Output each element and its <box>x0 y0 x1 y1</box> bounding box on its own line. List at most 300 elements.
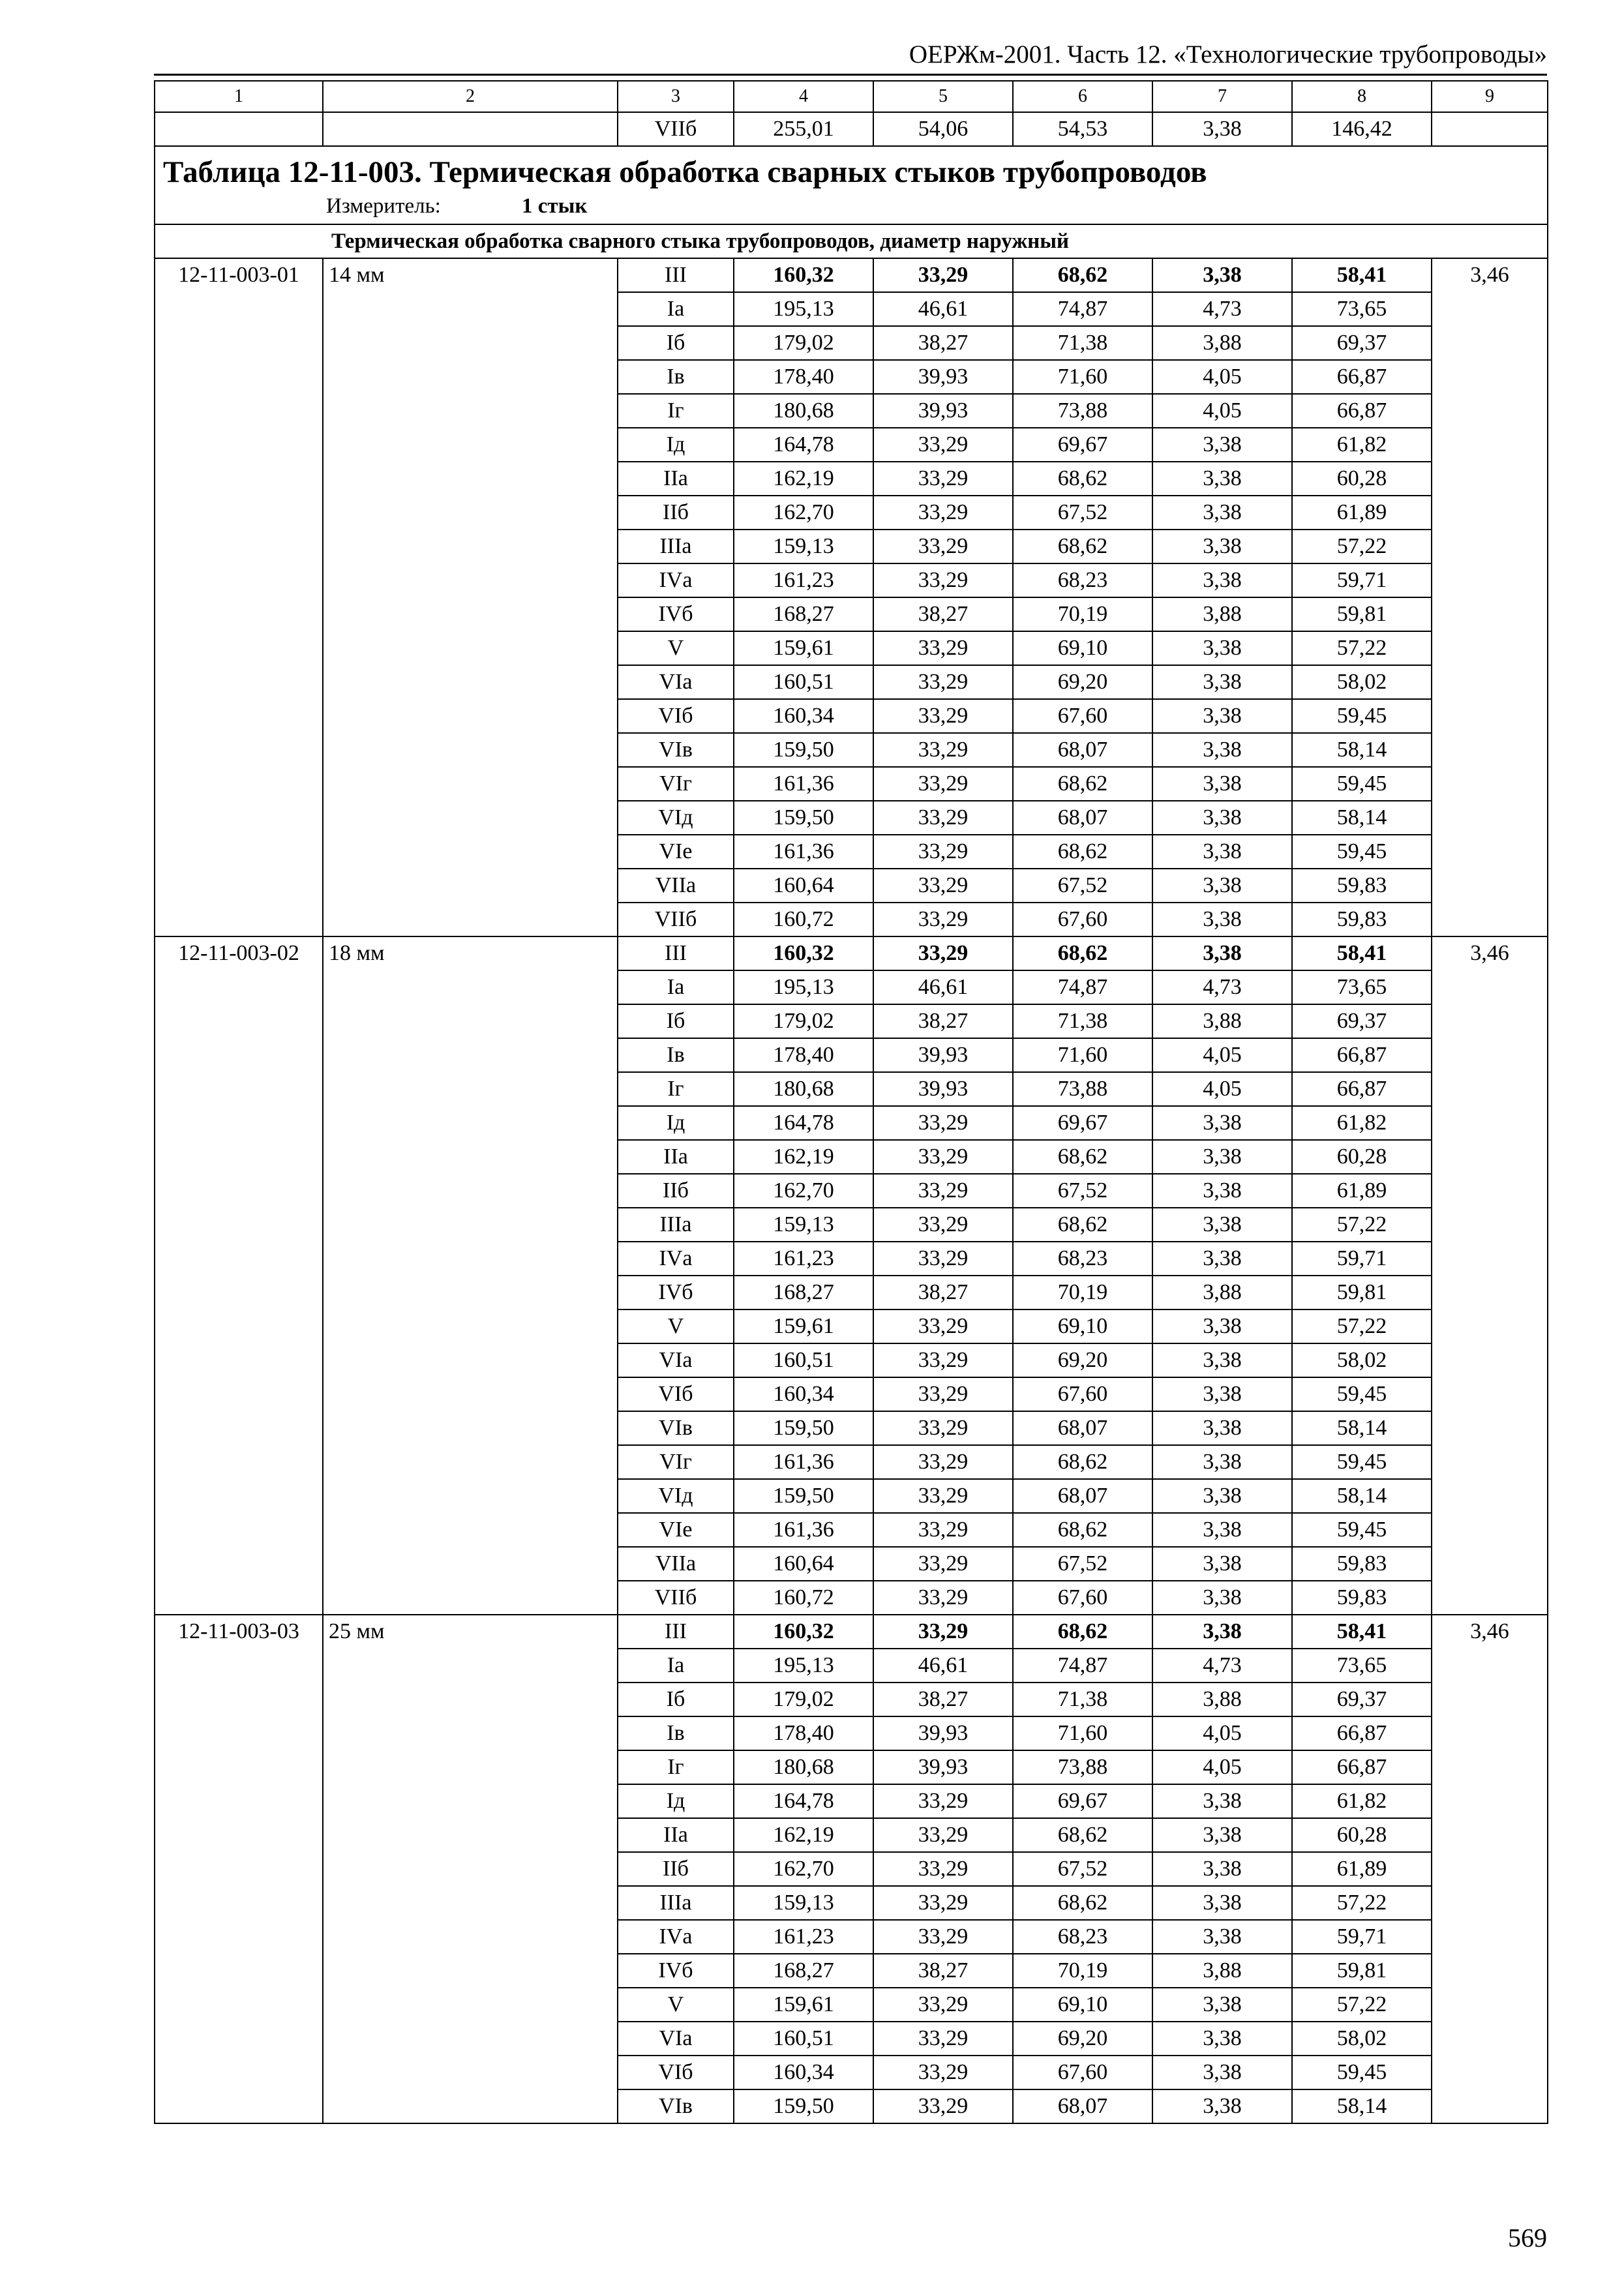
table-subtitle: Термическая обработка сварного стыка трубопроводов, диаметр наружный <box>155 224 1548 258</box>
cell-value: 3,38 <box>1152 530 1292 563</box>
cell-value: 57,22 <box>1292 1309 1432 1343</box>
cell-value: 67,60 <box>1013 1581 1152 1615</box>
cell-value: 160,34 <box>734 2056 873 2089</box>
cell-value: 4,73 <box>1152 292 1292 326</box>
cell-value: 74,87 <box>1013 1649 1152 1683</box>
cell-value: 57,22 <box>1292 530 1432 563</box>
cell-value: 159,61 <box>734 1988 873 2022</box>
cell-value: 58,41 <box>1292 936 1432 970</box>
cell-value: 68,62 <box>1013 1818 1152 1852</box>
cell-index: III <box>618 936 734 970</box>
cell-value: 3,38 <box>1152 1445 1292 1479</box>
cell-value: 58,14 <box>1292 1411 1432 1445</box>
cell-index: IIа <box>618 1818 734 1852</box>
cell-value: 3,38 <box>1152 903 1292 936</box>
cell-index: IIа <box>618 462 734 496</box>
table-row <box>155 1615 1548 1649</box>
cell-value: 3,38 <box>1152 1886 1292 1920</box>
cell-value: 70,19 <box>1013 1954 1152 1988</box>
cell-value: 33,29 <box>873 1920 1013 1954</box>
cell-index: VIIб <box>618 903 734 936</box>
cell-value: 68,62 <box>1013 1140 1152 1174</box>
cell-value: 33,29 <box>873 1784 1013 1818</box>
cell-value: 180,68 <box>734 1072 873 1106</box>
cell-value: 179,02 <box>734 326 873 360</box>
cell-index: Iг <box>618 1072 734 1106</box>
cell-value: 3,38 <box>1152 936 1292 970</box>
measure-line <box>155 191 1547 224</box>
cell-value: 73,65 <box>1292 292 1432 326</box>
cell-value: 4,73 <box>1152 970 1292 1004</box>
cell-value: 58,14 <box>1292 801 1432 835</box>
cell-value: 3,38 <box>1152 699 1292 733</box>
cell-value: 162,19 <box>734 1140 873 1174</box>
cell-value: 38,27 <box>873 1954 1013 1988</box>
cell-value: 58,14 <box>1292 2089 1432 2123</box>
cell-value: 58,14 <box>1292 733 1432 767</box>
cell-col9: 3,46 <box>1432 258 1548 936</box>
measure-value: 1 стык <box>522 194 588 218</box>
cell-value: 33,29 <box>873 496 1013 530</box>
col-number: 5 <box>873 81 1013 112</box>
cell-value: 69,37 <box>1292 1683 1432 1716</box>
cell-index: IIIа <box>618 1886 734 1920</box>
cell-index: VIе <box>618 1513 734 1547</box>
cell-value: 159,50 <box>734 1479 873 1513</box>
cell-value: 3,38 <box>1152 1343 1292 1377</box>
cell-value: 3,38 <box>1152 462 1292 496</box>
cell-value: 69,20 <box>1013 2022 1152 2056</box>
cell-value: 39,93 <box>873 1038 1013 1072</box>
cell-index: VIб <box>618 1377 734 1411</box>
cell-value: 33,29 <box>873 1988 1013 2022</box>
cell-index: Iб <box>618 326 734 360</box>
cell-value: 58,41 <box>1292 258 1432 292</box>
cell-index: IIа <box>618 1140 734 1174</box>
cell-value: 178,40 <box>734 360 873 394</box>
cell-value: 3,38 <box>1152 1479 1292 1513</box>
measure-label: Измеритель: <box>326 194 441 218</box>
cell-value: 58,02 <box>1292 1343 1432 1377</box>
cell-value: 67,60 <box>1013 903 1152 936</box>
cell-value: 67,60 <box>1013 699 1152 733</box>
cell-value: 61,82 <box>1292 1106 1432 1140</box>
cell-value: 33,29 <box>873 1343 1013 1377</box>
cell-index: IIIа <box>618 1208 734 1242</box>
cell-value: 73,65 <box>1292 970 1432 1004</box>
subtitle-row <box>155 224 1548 258</box>
cell-value: 33,29 <box>873 1581 1013 1615</box>
carry-over-row <box>155 112 1548 146</box>
cell-value: 3,38 <box>1152 258 1292 292</box>
cell-value: 3,38 <box>1152 1581 1292 1615</box>
cell-value: 33,29 <box>873 428 1013 462</box>
cell-value: 168,27 <box>734 1954 873 1988</box>
cell-index: VIб <box>618 699 734 733</box>
cell-index: VIа <box>618 1343 734 1377</box>
cell-value: 59,71 <box>1292 1242 1432 1276</box>
cell-value: 33,29 <box>873 1140 1013 1174</box>
cell-index: Iг <box>618 1750 734 1784</box>
cell-value: 58,41 <box>1292 1615 1432 1649</box>
cell-value: 33,29 <box>873 801 1013 835</box>
cell-value: 46,61 <box>873 970 1013 1004</box>
cell-value: 3,38 <box>1152 1513 1292 1547</box>
cell-value: 68,07 <box>1013 733 1152 767</box>
cell-value: 33,29 <box>873 258 1013 292</box>
cell-value: 67,60 <box>1013 1377 1152 1411</box>
cell-index: III <box>618 1615 734 1649</box>
col-number: 3 <box>618 81 734 112</box>
cell-value: 160,72 <box>734 1581 873 1615</box>
cell-value: 39,93 <box>873 394 1013 428</box>
cell-value: 73,65 <box>1292 1649 1432 1683</box>
cell-index: VIIб <box>618 1581 734 1615</box>
cell-index: Iа <box>618 970 734 1004</box>
cell-diameter: 18 мм <box>323 936 618 1615</box>
cell-value: 59,45 <box>1292 767 1432 801</box>
cell-value: 33,29 <box>873 2089 1013 2123</box>
cell-index: IVа <box>618 563 734 597</box>
cell-value: 3,38 <box>1152 1140 1292 1174</box>
cell-index: VIд <box>618 801 734 835</box>
cell-value: 71,38 <box>1013 1004 1152 1038</box>
cell-value: 59,45 <box>1292 1377 1432 1411</box>
cell-value: 33,29 <box>873 903 1013 936</box>
cell-index: Iд <box>618 428 734 462</box>
running-header-text: ОЕРЖм-2001. Часть 12. «Технологические трубопроводы» <box>909 40 1547 68</box>
cell-index: VIд <box>618 1479 734 1513</box>
cell-value: 159,50 <box>734 801 873 835</box>
cell-value: 33,29 <box>873 1479 1013 1513</box>
cell-index: IIб <box>618 496 734 530</box>
cell-value: 162,70 <box>734 496 873 530</box>
cell-value: 160,34 <box>734 1377 873 1411</box>
cell-value: 4,05 <box>1152 1750 1292 1784</box>
cell-value: 161,23 <box>734 563 873 597</box>
col-number: 9 <box>1432 81 1548 112</box>
cell-index: Iб <box>618 1683 734 1716</box>
cell-value: 66,87 <box>1292 1072 1432 1106</box>
cell-value: 61,89 <box>1292 1174 1432 1208</box>
cell-value: 4,05 <box>1152 1072 1292 1106</box>
cell-value: 160,51 <box>734 665 873 699</box>
cell-value: 164,78 <box>734 1106 873 1140</box>
cell-index: IVа <box>618 1920 734 1954</box>
cell-value: 4,05 <box>1152 394 1292 428</box>
cell-value: 39,93 <box>873 1072 1013 1106</box>
cell-value: 67,60 <box>1013 2056 1152 2089</box>
table-title-row <box>155 146 1548 224</box>
cell-value: 161,36 <box>734 767 873 801</box>
cell-value: 178,40 <box>734 1038 873 1072</box>
cell-value: 3,38 <box>1152 2022 1292 2056</box>
cell-value: 59,83 <box>1292 1547 1432 1581</box>
table-title-cell <box>155 146 1548 224</box>
cell-value: 69,37 <box>1292 1004 1432 1038</box>
cell-value: 68,07 <box>1013 1479 1152 1513</box>
cell-col9: 3,46 <box>1432 936 1548 1615</box>
cell-value: 146,42 <box>1292 112 1432 146</box>
table-row <box>155 936 1548 970</box>
cell-value: 68,62 <box>1013 258 1152 292</box>
cell-value: 54,53 <box>1013 112 1152 146</box>
cell-value: 162,19 <box>734 462 873 496</box>
cell-value: 69,67 <box>1013 428 1152 462</box>
cell-value: 3,38 <box>1152 1988 1292 2022</box>
cell-value: 33,29 <box>873 1208 1013 1242</box>
cell-value: 161,23 <box>734 1920 873 1954</box>
cell-value: 33,29 <box>873 1411 1013 1445</box>
cell-value: 161,36 <box>734 835 873 869</box>
cell-value: 69,10 <box>1013 631 1152 665</box>
cell-value: 59,45 <box>1292 2056 1432 2089</box>
cell-value: 33,29 <box>873 1106 1013 1140</box>
cell-value: 3,38 <box>1152 869 1292 903</box>
cell-value: 59,83 <box>1292 1581 1432 1615</box>
cell-value: 68,62 <box>1013 1615 1152 1649</box>
cell-value: 33,29 <box>873 1242 1013 1276</box>
cell-index: IVб <box>618 1276 734 1309</box>
cell-value: 59,83 <box>1292 903 1432 936</box>
cell-value: 3,38 <box>1152 1547 1292 1581</box>
cell-value: 159,13 <box>734 1886 873 1920</box>
cell-value: 59,45 <box>1292 1445 1432 1479</box>
cell-value: 3,38 <box>1152 801 1292 835</box>
cell-value: 67,52 <box>1013 1852 1152 1886</box>
cell-value: 3,38 <box>1152 2089 1292 2123</box>
cell-value: 255,01 <box>734 112 873 146</box>
cell-value: 61,82 <box>1292 428 1432 462</box>
cell-value: 60,28 <box>1292 1140 1432 1174</box>
cell-value: 33,29 <box>873 936 1013 970</box>
cell-value: 195,13 <box>734 292 873 326</box>
cell-value: 68,62 <box>1013 767 1152 801</box>
cell-value: 33,29 <box>873 1174 1013 1208</box>
cell-index: IIб <box>618 1852 734 1886</box>
cell-value: 57,22 <box>1292 631 1432 665</box>
cell-value: 61,89 <box>1292 1852 1432 1886</box>
cell-value: 33,29 <box>873 869 1013 903</box>
cell-value: 68,62 <box>1013 1445 1152 1479</box>
cell-index: IIб <box>618 1174 734 1208</box>
cell-value: 66,87 <box>1292 1716 1432 1750</box>
cell-index: V <box>618 1988 734 2022</box>
cell-value: 68,62 <box>1013 1513 1152 1547</box>
cell-value: 168,27 <box>734 597 873 631</box>
cell-value: 59,81 <box>1292 597 1432 631</box>
cell-value: 3,38 <box>1152 835 1292 869</box>
cell-col9: 3,46 <box>1432 1615 1548 2123</box>
cell-value: 160,51 <box>734 2022 873 2056</box>
cell-value: 178,40 <box>734 1716 873 1750</box>
cell-value: 58,14 <box>1292 1479 1432 1513</box>
cell-value <box>1432 112 1548 146</box>
col-number: 4 <box>734 81 873 112</box>
cell-value: 68,62 <box>1013 835 1152 869</box>
cell-value: 160,64 <box>734 1547 873 1581</box>
cell-index: VIа <box>618 2022 734 2056</box>
cell-value: 3,88 <box>1152 1954 1292 1988</box>
cell-index: Iв <box>618 1716 734 1750</box>
cell-value: 162,70 <box>734 1852 873 1886</box>
cell-value: 3,38 <box>1152 1411 1292 1445</box>
cell-value: 3,38 <box>1152 496 1292 530</box>
cell-value: 33,29 <box>873 699 1013 733</box>
cell-value: 3,38 <box>1152 1615 1292 1649</box>
cell-index: VIг <box>618 767 734 801</box>
cell-index: Iа <box>618 1649 734 1683</box>
cell-index: Iв <box>618 360 734 394</box>
cell-value: 46,61 <box>873 1649 1013 1683</box>
cell-index: Iд <box>618 1106 734 1140</box>
cell-value: 3,88 <box>1152 326 1292 360</box>
cell-value: 179,02 <box>734 1004 873 1038</box>
cell-value: 68,62 <box>1013 530 1152 563</box>
col-number: 2 <box>323 81 618 112</box>
cell-value: 61,89 <box>1292 496 1432 530</box>
cell-value: 54,06 <box>873 112 1013 146</box>
cell-value: 70,19 <box>1013 1276 1152 1309</box>
cell-index: VIIа <box>618 869 734 903</box>
cell-diameter: 25 мм <box>323 1615 618 2123</box>
col-number: 8 <box>1292 81 1432 112</box>
cell-value: 68,62 <box>1013 936 1152 970</box>
cell-value: 61,82 <box>1292 1784 1432 1818</box>
cell-index: Iг <box>618 394 734 428</box>
cell-diameter: 14 мм <box>323 258 618 936</box>
cell-value: 59,81 <box>1292 1276 1432 1309</box>
cell-value: 33,29 <box>873 1445 1013 1479</box>
cell-value: 180,68 <box>734 1750 873 1784</box>
cell-index: VIа <box>618 665 734 699</box>
cell-value: 68,62 <box>1013 462 1152 496</box>
cell-value: 38,27 <box>873 597 1013 631</box>
cell-value: 58,02 <box>1292 665 1432 699</box>
cell-value: 69,10 <box>1013 1988 1152 2022</box>
cell-value: 3,38 <box>1152 1852 1292 1886</box>
cell-index: Iд <box>618 1784 734 1818</box>
cell-value: 3,88 <box>1152 1276 1292 1309</box>
cell-value: 73,88 <box>1013 1750 1152 1784</box>
cell-index: IVб <box>618 1954 734 1988</box>
cell-value: 160,32 <box>734 258 873 292</box>
cell-value: 160,34 <box>734 699 873 733</box>
cell-value: 159,61 <box>734 631 873 665</box>
cell-value: 38,27 <box>873 1683 1013 1716</box>
cell-value: 3,88 <box>1152 1004 1292 1038</box>
cell-value: 3,38 <box>1152 767 1292 801</box>
cell-index: IIIа <box>618 530 734 563</box>
cell-value: 160,64 <box>734 869 873 903</box>
cell-value: 68,23 <box>1013 1242 1152 1276</box>
cell-value: 59,81 <box>1292 1954 1432 1988</box>
cell-value: 161,36 <box>734 1445 873 1479</box>
cell-value: 73,88 <box>1013 1072 1152 1106</box>
cell-value: 68,07 <box>1013 2089 1152 2123</box>
cell-value: 3,38 <box>1152 1377 1292 1411</box>
cell-value: 3,38 <box>1152 665 1292 699</box>
cell-value: 33,29 <box>873 835 1013 869</box>
cell-index: IVа <box>618 1242 734 1276</box>
cell-index: VIг <box>618 1445 734 1479</box>
cell-value: 33,29 <box>873 1377 1013 1411</box>
table-row <box>155 258 1548 292</box>
cell-value: 33,29 <box>873 2022 1013 2056</box>
cell-value: 195,13 <box>734 970 873 1004</box>
col-number: 6 <box>1013 81 1152 112</box>
cell-value: 68,23 <box>1013 563 1152 597</box>
cell-value: 38,27 <box>873 1276 1013 1309</box>
cell-value: 159,13 <box>734 1208 873 1242</box>
cell-code: 12-11-003-01 <box>155 258 323 936</box>
cell-value: 162,19 <box>734 1818 873 1852</box>
cell-value: 69,20 <box>1013 1343 1152 1377</box>
cell-value: 69,67 <box>1013 1106 1152 1140</box>
cell-value: 33,29 <box>873 665 1013 699</box>
cell-value: 33,29 <box>873 1886 1013 1920</box>
cell-value: 33,29 <box>873 1547 1013 1581</box>
cell-value: 159,61 <box>734 1309 873 1343</box>
cell-value: 69,20 <box>1013 665 1152 699</box>
cell-value: 161,36 <box>734 1513 873 1547</box>
cell-value: 33,29 <box>873 733 1013 767</box>
cell-value: 33,29 <box>873 2056 1013 2089</box>
cell-value: 74,87 <box>1013 970 1152 1004</box>
cell-value: 33,29 <box>873 1818 1013 1852</box>
cell-index: VIе <box>618 835 734 869</box>
cell-value: 67,52 <box>1013 496 1152 530</box>
cell-code <box>155 112 323 146</box>
cell-value: 60,28 <box>1292 462 1432 496</box>
cell-value: 68,23 <box>1013 1920 1152 1954</box>
cell-value: 3,38 <box>1152 1242 1292 1276</box>
cell-diameter <box>323 112 618 146</box>
cell-value: 161,23 <box>734 1242 873 1276</box>
cell-value: 3,38 <box>1152 112 1292 146</box>
cell-value: 33,29 <box>873 631 1013 665</box>
cell-value: 4,05 <box>1152 1716 1292 1750</box>
cell-value: 33,29 <box>873 462 1013 496</box>
cell-value: 67,52 <box>1013 1547 1152 1581</box>
cell-value: 168,27 <box>734 1276 873 1309</box>
cell-value: 160,32 <box>734 1615 873 1649</box>
table-title: Таблица 12-11-003. Термическая обработка сварных стыков трубопроводов <box>163 155 1207 189</box>
cell-value: 4,05 <box>1152 360 1292 394</box>
cell-value: 69,10 <box>1013 1309 1152 1343</box>
cell-value: 160,51 <box>734 1343 873 1377</box>
rates-table <box>154 80 1548 2124</box>
cell-value: 57,22 <box>1292 1988 1432 2022</box>
cell-index: VIб <box>618 2056 734 2089</box>
cell-value: 66,87 <box>1292 360 1432 394</box>
cell-value: 3,38 <box>1152 1784 1292 1818</box>
page-number: 569 <box>1508 2223 1547 2252</box>
cell-value: 3,38 <box>1152 1174 1292 1208</box>
cell-value: 69,37 <box>1292 326 1432 360</box>
cell-value: 33,29 <box>873 1615 1013 1649</box>
cell-value: 74,87 <box>1013 292 1152 326</box>
cell-value: 162,70 <box>734 1174 873 1208</box>
cell-index: VIв <box>618 733 734 767</box>
cell-value: 3,38 <box>1152 1818 1292 1852</box>
cell-value: 159,50 <box>734 2089 873 2123</box>
cell-value: 59,45 <box>1292 699 1432 733</box>
running-header <box>154 36 1547 76</box>
cell-index: Iв <box>618 1038 734 1072</box>
cell-value: 57,22 <box>1292 1886 1432 1920</box>
cell-index: VIIа <box>618 1547 734 1581</box>
